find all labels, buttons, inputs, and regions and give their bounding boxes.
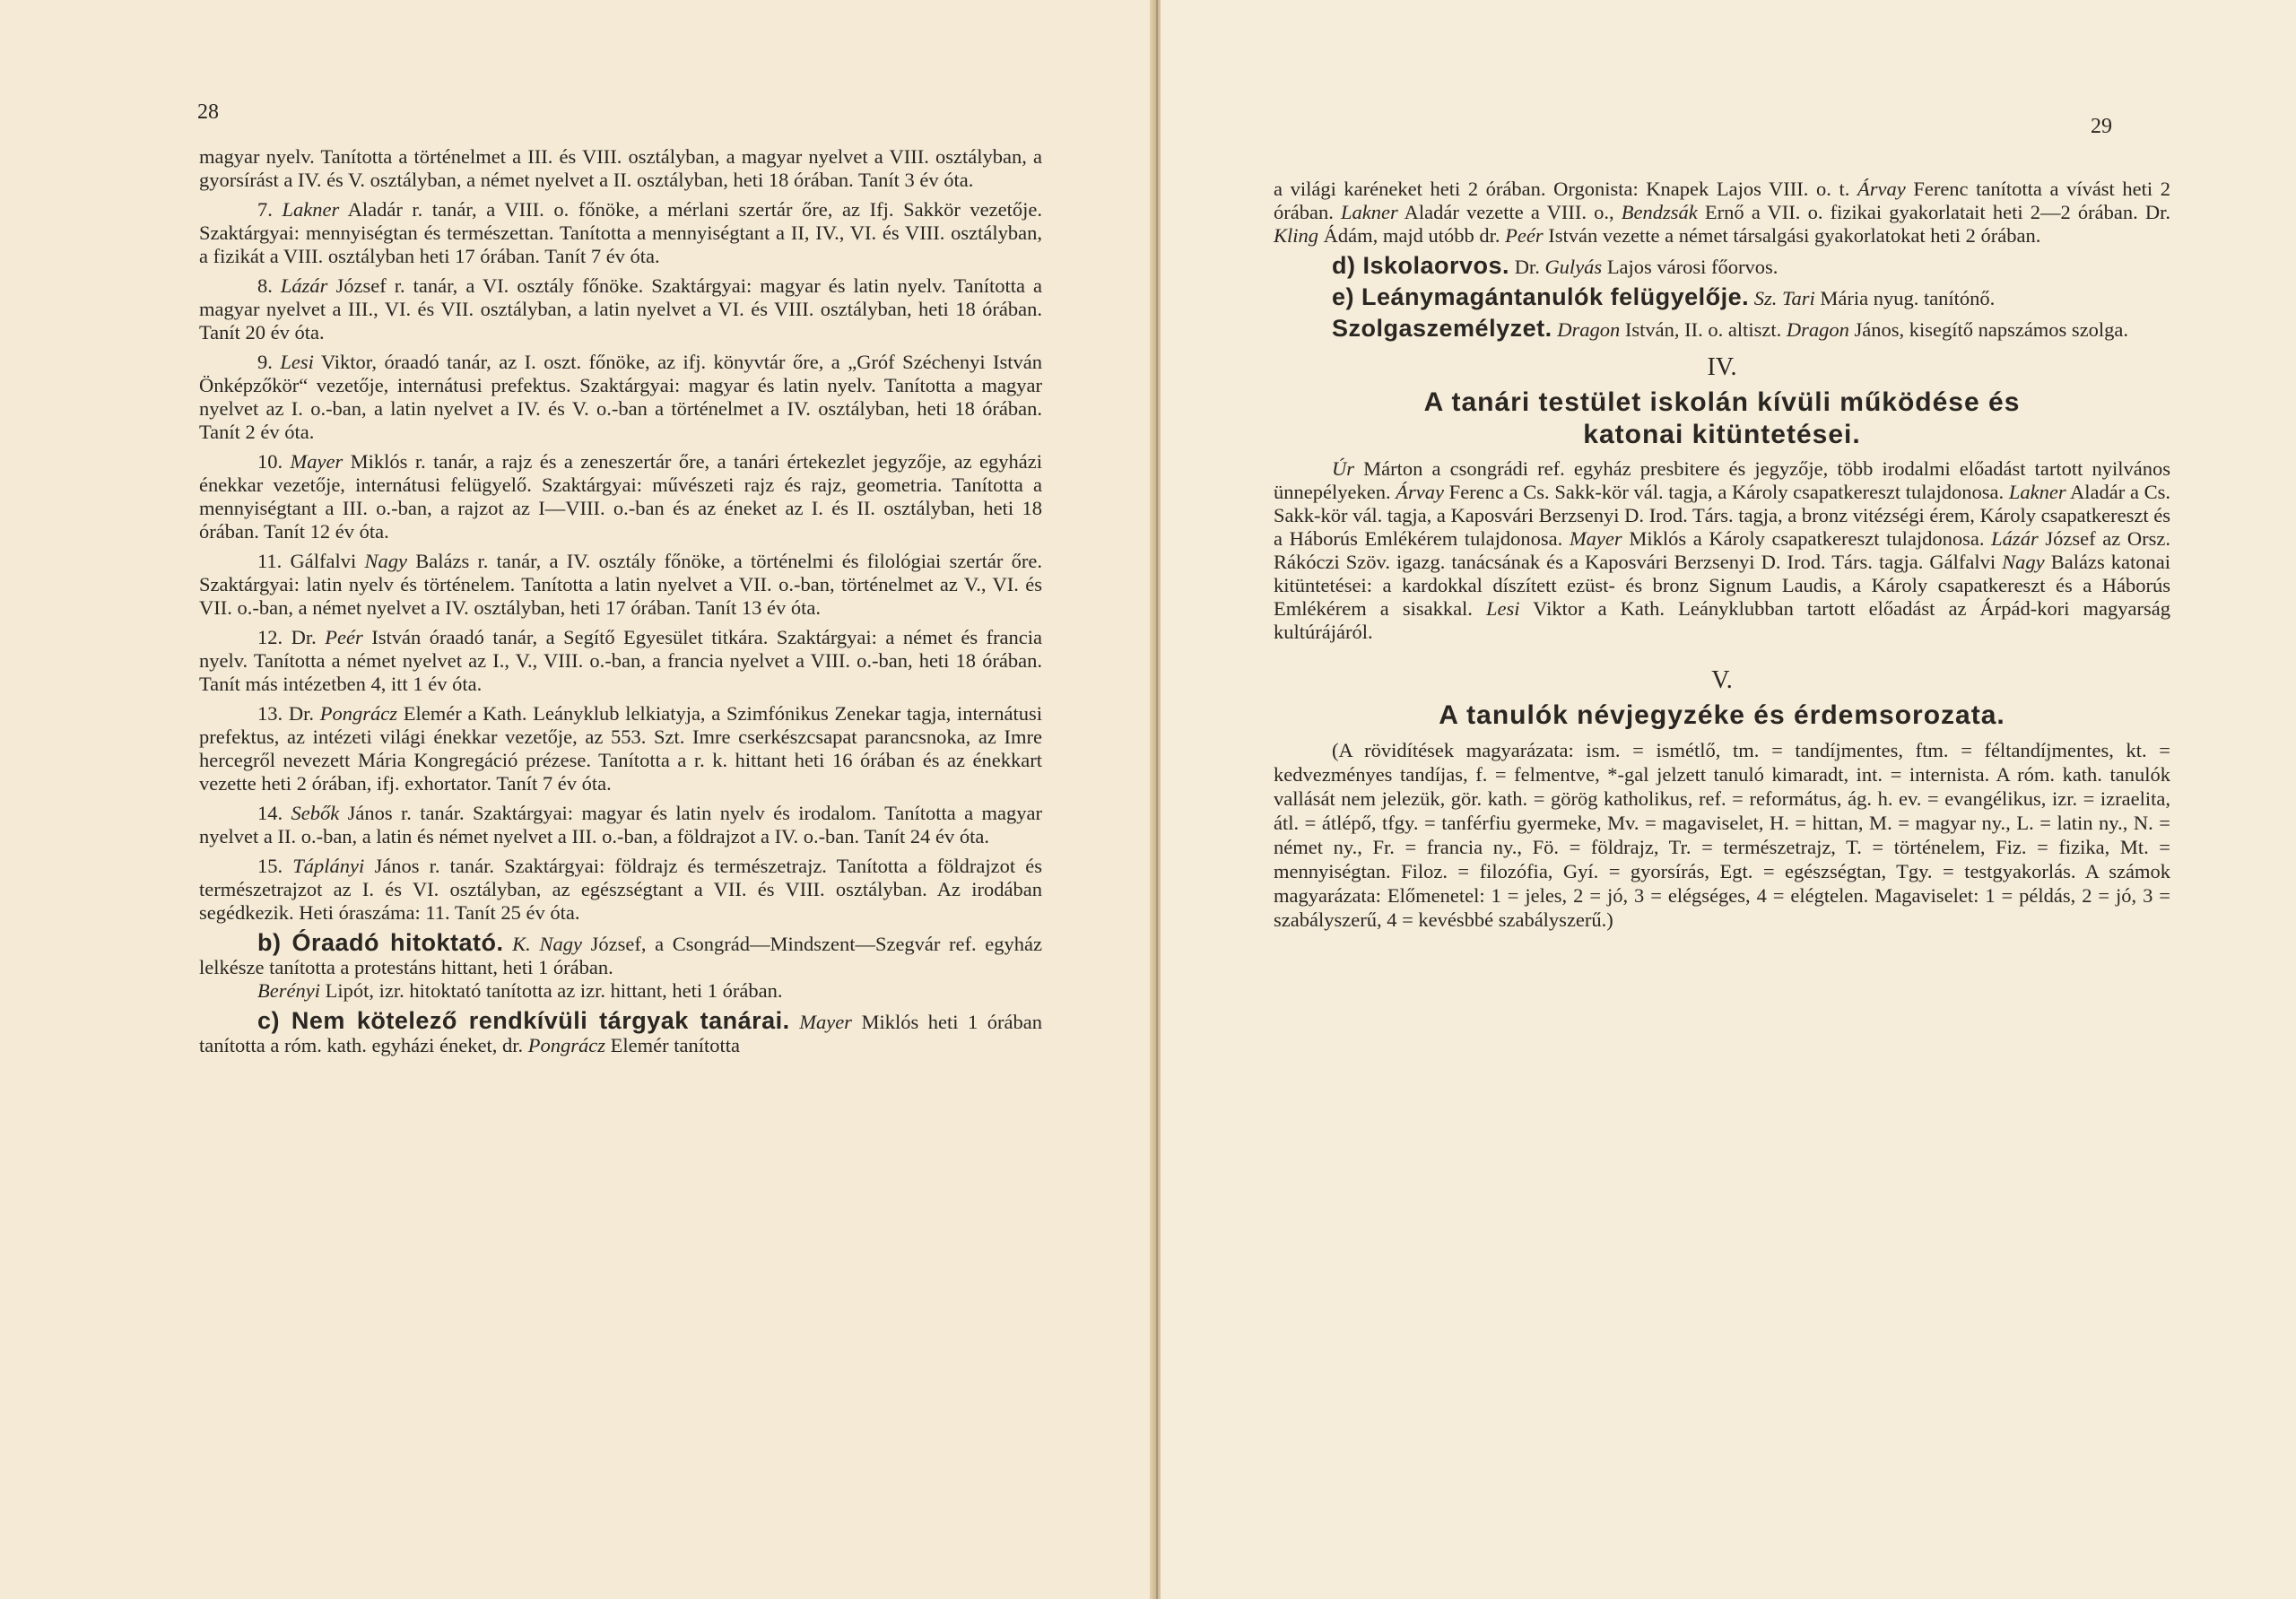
paragraph: Berényi Lipót, izr. hitoktató tanította az izr. hittant, heti 1 órában. — [257, 979, 783, 1002]
staff-entry-15: 15. Táplányi János r. tanár. Szaktárgyai: földrajz és természetrajz. Tanította a földrajzot és természetrajzot az I. és VI. osztályban, az egészségtant a VII. és VIII. osztályban. Az irodában segédkezik. Heti óraszáma: 11. Tanít 25 év óta. — [199, 855, 1043, 924]
section-c: c) Nem kötelező rendkívüli tárgyak tanárai. Mayer Miklós heti 1 órában tanította a róm. kath. egyházi éneket, dr. Pongrácz Elemér tanította — [199, 1007, 1043, 1056]
section-heading: e) Leánymagántanulók felügyelője. — [1332, 283, 1750, 310]
left-page-text — [199, 145, 1042, 1057]
abbreviations-paragraph: (A rövidítések magyarázata: ism. = ismétlő, tm. = tandíjmentes, ftm. = féltandíjmentes, kt. = kedvezményes tandíjas, f. = felmentve, *-gal jelzett tanuló kimaradt, int. = internista. A róm. kath. tanulók vallását nem jelezük, gör. kath. = görög katholikus, ref. = református, ág. h. ev. = evangélikus, izr. = izraelita, átl. = átlépő, tfgy. = tanférfiu gyermeke, Mv. = magaviselet, H. = hittan, M. = magyar ny., L. = latin ny., N. = német ny., Fr. = francia ny., Fö. = földrajz, Tr. = természetrajz, T. = történelem, Fiz. = fizika, Mt. = mennyiségtan. Filoz. = filozófia, Gyí. = gyorsírás, Egt. = egészségtan, Tgy. = testgyakorlás. A számok magyarázata: Előmenetel: 1 = jeles, 2 = jó, 3 = elégséges, 4 = elégtelen. Magaviselet: 1 = példás, 2 = jó, 3 = szabályszerű, 4 = kevésbbé szabályszerű.) — [1274, 739, 2170, 931]
staff-entry-8: 8. Lázár József r. tanár, a VI. osztály főnöke. Szaktárgyai: magyar és latin nyelv. Tanította a magyar nyelvet a III., VI. és VII. osztályban, a latin nyelvet a VI. és VIII. osztályban, heti 18 órában. Tanít 20 év óta. — [199, 274, 1042, 343]
section-heading: c) Nem kötelező rendkívüli tárgyak tanárai. — [257, 1007, 790, 1034]
staff-entry-10: 10. Mayer Miklós r. tanár, a rajz és a zeneszertár őre, a tanári értekezlet jegyzője, az egyházi énekkar vezetője, internátusi felügyelő. Szaktárgyai: művészeti rajz és rajz, geometria. Tanította a mennyiségtant a III. o.-ban, a rajzot az I—VIII. o.-ban és az éneket az I. és II. osztályban, heti 18 órában. Tanít 12 év óta. — [199, 450, 1043, 543]
section-number: IV. — [1707, 353, 1737, 381]
staff-entry-12: 12. Dr. Peér István óraadó tanár, a Segítő Egyesület titkára. Szaktárgyai: a német és francia nyelv. Tanította a német nyelvet az I., V., VIII. o.-ban, a francia nyelvet a VIII. o.-ban, heti 18 órában. Tanít más intézetben 4, itt 1 év óta. — [199, 626, 1043, 695]
paragraph: Úr Márton a csongrádi ref. egyház presbitere és jegyzője, több irodalmi előadást tartott nyilvános ünnepélyeken. Árvay Ferenc a Cs. Sakk-kör vál. tagja, a Károly csapatkereszt tulajdonosa. Lakner Aladár a Cs. Sakk-kör vál. tagja, a Kaposvári Berzsenyi D. Irod. Társ. tagja, a bronz vitézségi érem, Károly csapatkereszt és a Háborús Emlékérem tulajdonosa. Mayer Miklós a Károly csapatkereszt tulajdonosa. Lázár József az Orsz. Rákóczi Szöv. igazg. tanácsának és a Kaposvári Berzsenyi D. Irod. Társ. tagja. Gálfalvi Nagy Balázs katonai kitüntetései: a kardokkal díszített ezüst- és bronz Signum Laudis, a Károly csapatkereszt és a Háborús Emlékérem a sisakkal. Lesi Viktor a Kath. Leányklubban tartott előadást az Árpád-kori magyarság kultúrájáról. — [1274, 457, 2171, 643]
section-e: e) Leánymagántanulók felügyelője. Sz. Tari Mária nyug. tanítónő. — [1332, 283, 1996, 310]
staff-entry-7: 7. Lakner Aladár r. tanár, a VIII. o. főnöke, a mérlani szertár őre, az Ifj. Sakkör vezetője. Szaktárgyai: mennyiségtan és természettan. Tanította a mennyiségtant a II, IV., VI. és VIII. osztályban, a fizikát a VIII. osztályban heti 17 órában. Tanít 7 év óta. — [199, 198, 1042, 267]
right-page-text — [1274, 178, 2170, 932]
section-heading: Szolgaszemélyzet. — [1332, 315, 1552, 342]
paragraph: magyar nyelv. Tanította a történelmet a III. és VIII. osztályban, a magyar nyelvet a VIII. osztályban, a gyorsírást a IV. és V. osztályban, a német nyelvet a II. osztályban, heti 18 órában. Tanít 3 év óta. — [199, 145, 1042, 191]
page-number: 28 — [197, 100, 219, 124]
section-d: d) Iskolaorvos. Dr. Gulyás Lajos városi főorvos. — [1332, 252, 1779, 279]
section-title: A tanári testület iskolán kívüli működése és katonai kitüntetései. — [1423, 387, 2021, 449]
section-heading: d) Iskolaorvos. — [1332, 252, 1510, 279]
section-b: b) Óraadó hitoktató. K. Nagy József, a Csongrád—Mindszent—Szegvár ref. egyház lelkésze tanította a protestáns hittant, heti 1 órában. — [199, 929, 1042, 978]
page-number: 29 — [2091, 115, 2112, 138]
paragraph: a világi karéneket heti 2 órában. Orgonista: Knapek Lajos VIII. o. t. Árvay Ferenc tanította a vívást heti 2 órában. Lakner Aladár vezette a VIII. o., Bendzsák Ernő a VII. o. fizikai gyakorlatait heti 2—2 órában. Dr. Kling Ádám, majd utóbb dr. Peér István vezette a német társalgási gyakorlatokat heti 2 órában. — [1274, 178, 2171, 247]
section-heading: b) Óraadó hitoktató. — [257, 929, 504, 956]
staff-entry-9: 9. Lesi Viktor, óraadó tanár, az I. oszt. főnöke, az ifj. könyvtár őre, a „Gróf Széchenyi István Önképzőkör“ vezetője, internátusi prefektus. Szaktárgyai: magyar és latin nyelv. Tanította a magyar nyelvet az I. o.-ban, a latin nyelvet a IV. és V. o.-ban a történelmet a IV. osztályban, heti 18 órában. Tanít 2 év óta. — [199, 351, 1043, 443]
section-number: V. — [1711, 666, 1733, 694]
section-title: A tanulók névjegyzéke és érdemsorozata. — [1439, 700, 2005, 730]
staff-entry-11: 11. Gálfalvi Nagy Balázs r. tanár, a IV. osztály főnöke, a történelmi és filológiai szertár őre. Szaktárgyai: latin nyelv és történelem. Tanította a latin nyelvet a VII. o.-ban, történelmet az V., VI. és VII. o.-ban, a német nyelvet a IV. osztályban, heti 17 órában. Tanít 13 év óta. — [199, 550, 1043, 619]
staff-entry-13: 13. Dr. Pongrácz Elemér a Kath. Leányklub lelkiatyja, a Szimfónikus Zenekar tagja, internátusi prefektus, az intézeti világi énekkar vezetője, az 553. Szt. Imre cserkészcsapat parancsnoka, az Imre hercegről nevezett Mária Kongregáció prézese. Tanította a r. k. hittant heti 16 órában és az énekkart vezette heti 2 órában, ifj. exhortator. Tanít 7 év óta. — [199, 702, 1043, 795]
staff-servants: Szolgaszemélyzet. Dragon István, II. o. altiszt. Dragon János, kisegítő napszámos szolga. — [1332, 315, 2129, 342]
staff-entry-14: 14. Sebők János r. tanár. Szaktárgyai: magyar és latin nyelv és irodalom. Tanította a magyar nyelvet a II. o.-ban, a latin és német nyelvet a III. o.-ban, a földrajzot a IV. o.-ban. Tanít 24 év óta. — [199, 802, 1043, 847]
right-page — [1161, 0, 2296, 1599]
